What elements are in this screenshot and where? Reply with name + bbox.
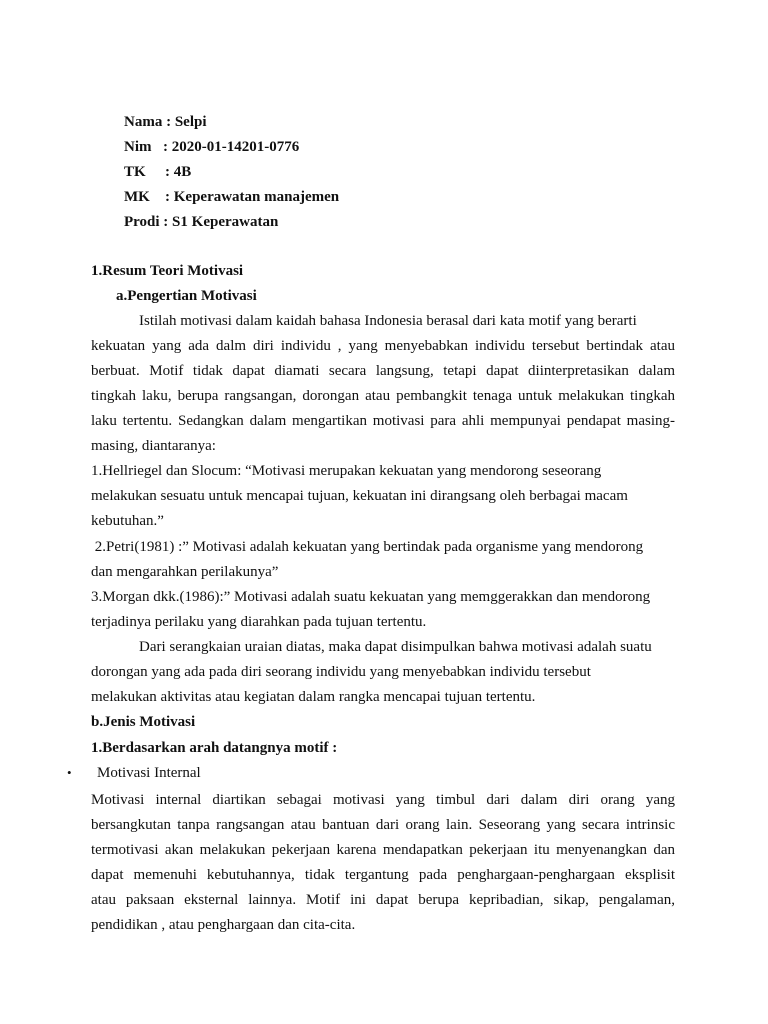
nim-value: : 2020-01-14201-0776 (163, 139, 300, 155)
paragraph-line: atau paksaan eksternal lainnya. Motif ini dapat berupa kepribadian, sikap, pengalaman, (91, 892, 675, 908)
quote-line: 1.Hellriegel dan Slocum: “Motivasi merupakan kekuatan yang mendorong seseorang (91, 463, 602, 479)
paragraph-line: Dari serangkaian uraian diatas, maka dapat disimpulkan bahwa motivasi adalah suatu (139, 639, 652, 655)
paragraph-line: berbuat. Motif tidak dapat diamati secara langsung, tetapi dapat diinterpretasikan dalam (91, 363, 675, 379)
quote-line: melakukan sesuatu untuk mencapai tujuan, kekuatan ini dirangsang oleh berbagai macam (91, 488, 628, 504)
paragraph-line: tingkah laku, berupa rangsangan, dorongan atau pembangkit tenaga untuk melakukan tingkah (91, 388, 675, 404)
subsection-title-b1: 1.Berdasarkan arah datangnya motif : (91, 740, 338, 756)
prodi-line: Prodi : S1 Keperawatan (124, 214, 279, 230)
tk-label: TK (124, 164, 146, 180)
quote-line: 2.Petri(1981) :” Motivasi adalah kekuatan yang bertindak pada organisme yang mendorong (91, 539, 644, 555)
quote-line: terjadinya perilaku yang diarahkan pada tujuan tertentu. (91, 614, 427, 630)
quote-line: dan mengarahkan perilakunya” (91, 564, 279, 580)
paragraph-line: termotivasi akan melakukan pekerjaan karena mendapatkan pekerjaan itu menyenangkan dan (91, 842, 675, 858)
subsection-title-b: b.Jenis Motivasi (91, 714, 196, 730)
quote-line: kebutuhan.” (91, 513, 164, 529)
paragraph-line: masing, diantaranya: (91, 438, 216, 454)
paragraph-line: dorongan yang ada pada diri seorang individu yang menyebabkan individu tersebut (91, 664, 591, 680)
paragraph-line: dapat memenuhi kebutuhannya, tidak tergantung pada penghargaan-penghargaan eksplisit (91, 867, 675, 883)
mk-label: MK (124, 189, 150, 205)
tk-value: : 4B (165, 164, 192, 180)
paragraph-line: laku tertentu. Sedangkan dalam mengartikan motivasi para ahli mempunyai pendapat masing- (91, 413, 675, 429)
bullet-icon: • (67, 765, 72, 780)
mk-value: : Keperawatan manajemen (165, 189, 340, 205)
section-title: 1.Resum Teori Motivasi (91, 263, 244, 279)
bullet-item: Motivasi Internal (97, 765, 201, 781)
subsection-title-a: a.Pengertian Motivasi (116, 288, 257, 304)
paragraph-line: Istilah motivasi dalam kaidah bahasa Indonesia berasal dari kata motif yang berarti (139, 313, 637, 329)
nim-label: Nim (124, 139, 152, 155)
quote-line: 3.Morgan dkk.(1986):” Motivasi adalah suatu kekuatan yang memggerakkan dan mendorong (91, 589, 651, 605)
student-name: Nama : Selpi (124, 114, 207, 130)
paragraph-line: Motivasi internal diartikan sebagai motivasi yang timbul dari dalam diri orang yang (91, 792, 675, 808)
paragraph-line: bersangkutan tanpa rangsangan atau bantuan dari orang lain. Seseorang yang secara intrinsic (91, 817, 675, 833)
paragraph-line: melakukan aktivitas atau kegiatan dalam rangka mencapai tujuan tertentu. (91, 689, 536, 705)
paragraph-line: pendidikan , atau penghargaan dan cita-cita. (91, 917, 356, 933)
paragraph-line: kekuatan yang ada dalm diri individu , yang menyebabkan individu tersebut bertindak atau (91, 338, 675, 354)
